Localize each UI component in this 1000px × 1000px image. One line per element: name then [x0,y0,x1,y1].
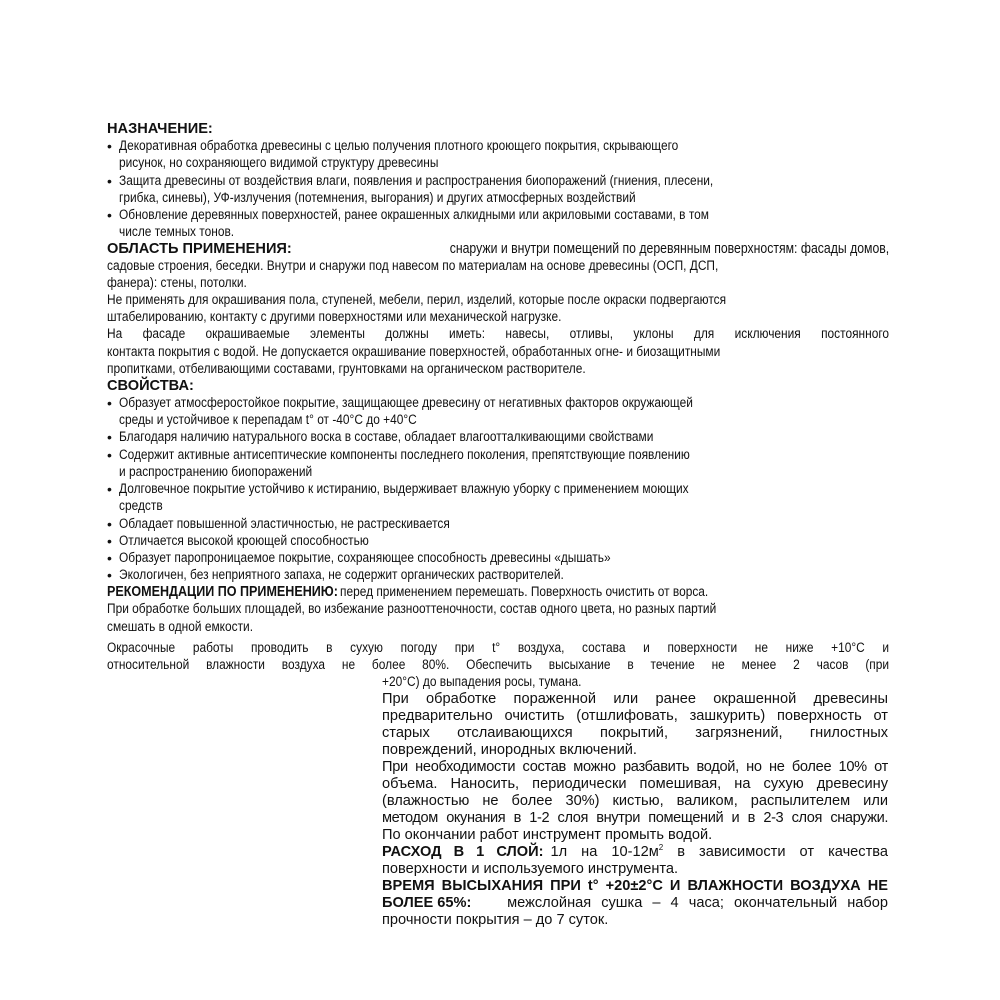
purpose-item-3-line-1: Обновление деревянных поверхностей, ранее окрашенных алкидными или акриловыми составами, в том [119,207,709,223]
properties-item-4-line-2: средств [119,498,163,514]
bullet-icon: • [107,567,112,583]
recommendations-line-1 [107,584,778,601]
scope-line-3: фанера): стены, потолки. [107,275,247,291]
recommendations-line-3: смешать в одной емкости. [107,619,254,635]
purpose-item-2-line-2: грибка, синевы), УФ-излучения (потемнения, выгорания) и других атмосферных воздействий [119,190,636,206]
consumption-line-2: поверхности и используемого инструмента. [382,861,679,877]
scope-line-1 [107,241,889,258]
recommendations-line-6: +20°C) до выпадения росы, тумана. [382,674,582,690]
properties-item-2: Благодаря наличию натурального воска в составе, обладает влагоотталкивающими свойствами [119,429,654,445]
recommendations-line-10: повреждений, инородных включений. [382,742,637,758]
scope-line-6: На фасаде окрашиваемые элементы должны иметь: навесы, отливы, уклоны для исключения постоянного [107,326,890,342]
scope-line-2: садовые строения, беседки. Внутри и снаружи под навесом по материалам на основе древесины (ОСП, ДСП, [107,258,719,274]
drying-heading-line-1: ВРЕМЯ ВЫСЫХАНИЯ ПРИ t° +20±2°C И ВЛАЖНОСТИ ВОЗДУХА НЕ [382,878,888,894]
bullet-icon: • [107,429,112,445]
recommendations-line-5: относительной влажности воздуха не более 80%. Обеспечить высыхание в течение не менее 2 часов (при [107,657,890,673]
drying-line-3: прочности покрытия – до 7 суток. [382,912,609,928]
drying-line-2 [382,895,888,912]
scope-text-1: снаружи и внутри помещений по деревянным поверхностям: фасады домов, [449,241,889,257]
scope-line-4: Не применять для окрашивания пола, ступеней, мебели, перил, изделий, которые после окраски подвергаются [107,292,727,308]
purpose-heading: НАЗНАЧЕНИЕ: [107,121,213,137]
properties-item-3-line-1: Содержит активные антисептические компоненты последнего поколения, препятствующие появлению [119,447,690,463]
bullet-icon: • [107,516,112,532]
scope-heading: ОБЛАСТЬ ПРИМЕНЕНИЯ: [107,241,292,257]
bullet-icon: • [107,481,112,497]
purpose-item-1-line-1: Декоративная обработка древесины с целью получения плотного кроющего покрытия, скрывающего [119,138,679,154]
recommendations-text-1: перед применением перемешать. Поверхность очистить от ворса. [339,584,708,600]
scope-line-8: пропитками, отбеливающими составами, грунтовками на органическом растворителе. [107,361,586,377]
consumption-unit-superscript: 2 [658,843,664,852]
scope-line-5: штабелированию, контакту с другими поверхностями или механической нагрузке. [107,309,562,325]
bullet-icon: • [107,207,112,223]
bullet-icon: • [107,138,112,154]
properties-item-4-line-1: Долговечное покрытие устойчиво к истиранию, выдерживает влажную уборку с применением моющих [119,481,689,497]
bullet-icon: • [107,173,112,189]
consumption-note: в зависимости от качества [663,844,888,860]
purpose-item-3-line-2: числе темных тонов. [119,224,235,240]
properties-item-1-line-1: Образует атмосферостойкое покрытие, защищающее древесину от негативных факторов окружающей [119,395,693,411]
recommendations-line-4: Окрасочные работы проводить в сухую погоду при t° воздуха, состава и поверхности не ниже +10°C и [107,640,890,656]
drying-heading-line-2: БОЛЕЕ 65%: [382,895,472,911]
recommendations-line-15: По окончании работ инструмент промыть водой. [382,827,713,843]
properties-heading: СВОЙСТВА: [107,378,194,394]
purpose-item-2-line-1: Защита древесины от воздействия влаги, появления и распространения биопоражений (гниения, плесени, [119,173,714,189]
properties-item-3-line-2: и распространению биопоражений [119,464,313,480]
recommendations-line-14: методом окунания в 1-2 слоя внутри помещений и в 2-3 слоя снаружи. [382,810,888,826]
consumption-value [550,844,888,861]
properties-item-7: Образует паропроницаемое покрытие, сохраняющее способность древесины «дышать» [119,550,611,566]
recommendations-line-11: При необходимости состав можно разбавить водой, но не более 10% от [382,759,888,775]
recommendations-line-12: объема. Наносить, периодически помешивая, на сухую древесину [382,776,888,792]
bullet-icon: • [107,447,112,463]
consumption-amount: 1л на 10-12м [550,844,659,860]
bullet-icon: • [107,395,112,411]
bullet-icon: • [107,550,112,566]
drying-text: межслойная сушка – 4 часа; окончательный набор [507,895,888,911]
properties-item-8: Экологичен, без неприятного запаха, не содержит органических растворителей. [119,567,564,583]
recommendations-line-7: При обработке пораженной или ранее окрашенной древесины [382,691,888,707]
recommendations-heading: РЕКОМЕНДАЦИИ ПО ПРИМЕНЕНИЮ: [107,584,338,600]
scope-line-7: контакта покрытия с водой. Не допускается окрашивание поверхностей, обработанных огне- и биозащитными [107,344,721,360]
recommendations-line-8: предварительно очистить (отшлифовать, зашкурить) поверхность от [382,708,888,724]
consumption-heading: РАСХОД В 1 СЛОЙ: [382,844,544,860]
properties-item-1-line-2: среды и устойчивое к перепадам t° от -40°C до +40°C [119,412,417,428]
purpose-item-1-line-2: рисунок, но сохраняющего видимой структуру древесины [119,155,439,171]
properties-item-6: Отличается высокой кроющей способностью [119,533,369,549]
properties-item-5: Обладает повышенной эластичностью, не растрескивается [119,516,450,532]
recommendations-line-2: При обработке больших площадей, во избежание разнооттеночности, состав одного цвета, но разных партий [107,601,717,617]
recommendations-line-13: (влажностью не более 30%) кистью, валиком, распылителем или [382,793,888,809]
consumption-line-1 [382,844,888,861]
bullet-icon: • [107,533,112,549]
recommendations-line-9: старых отслаивающихся покрытий, загрязнений, гнилостных [382,725,888,741]
